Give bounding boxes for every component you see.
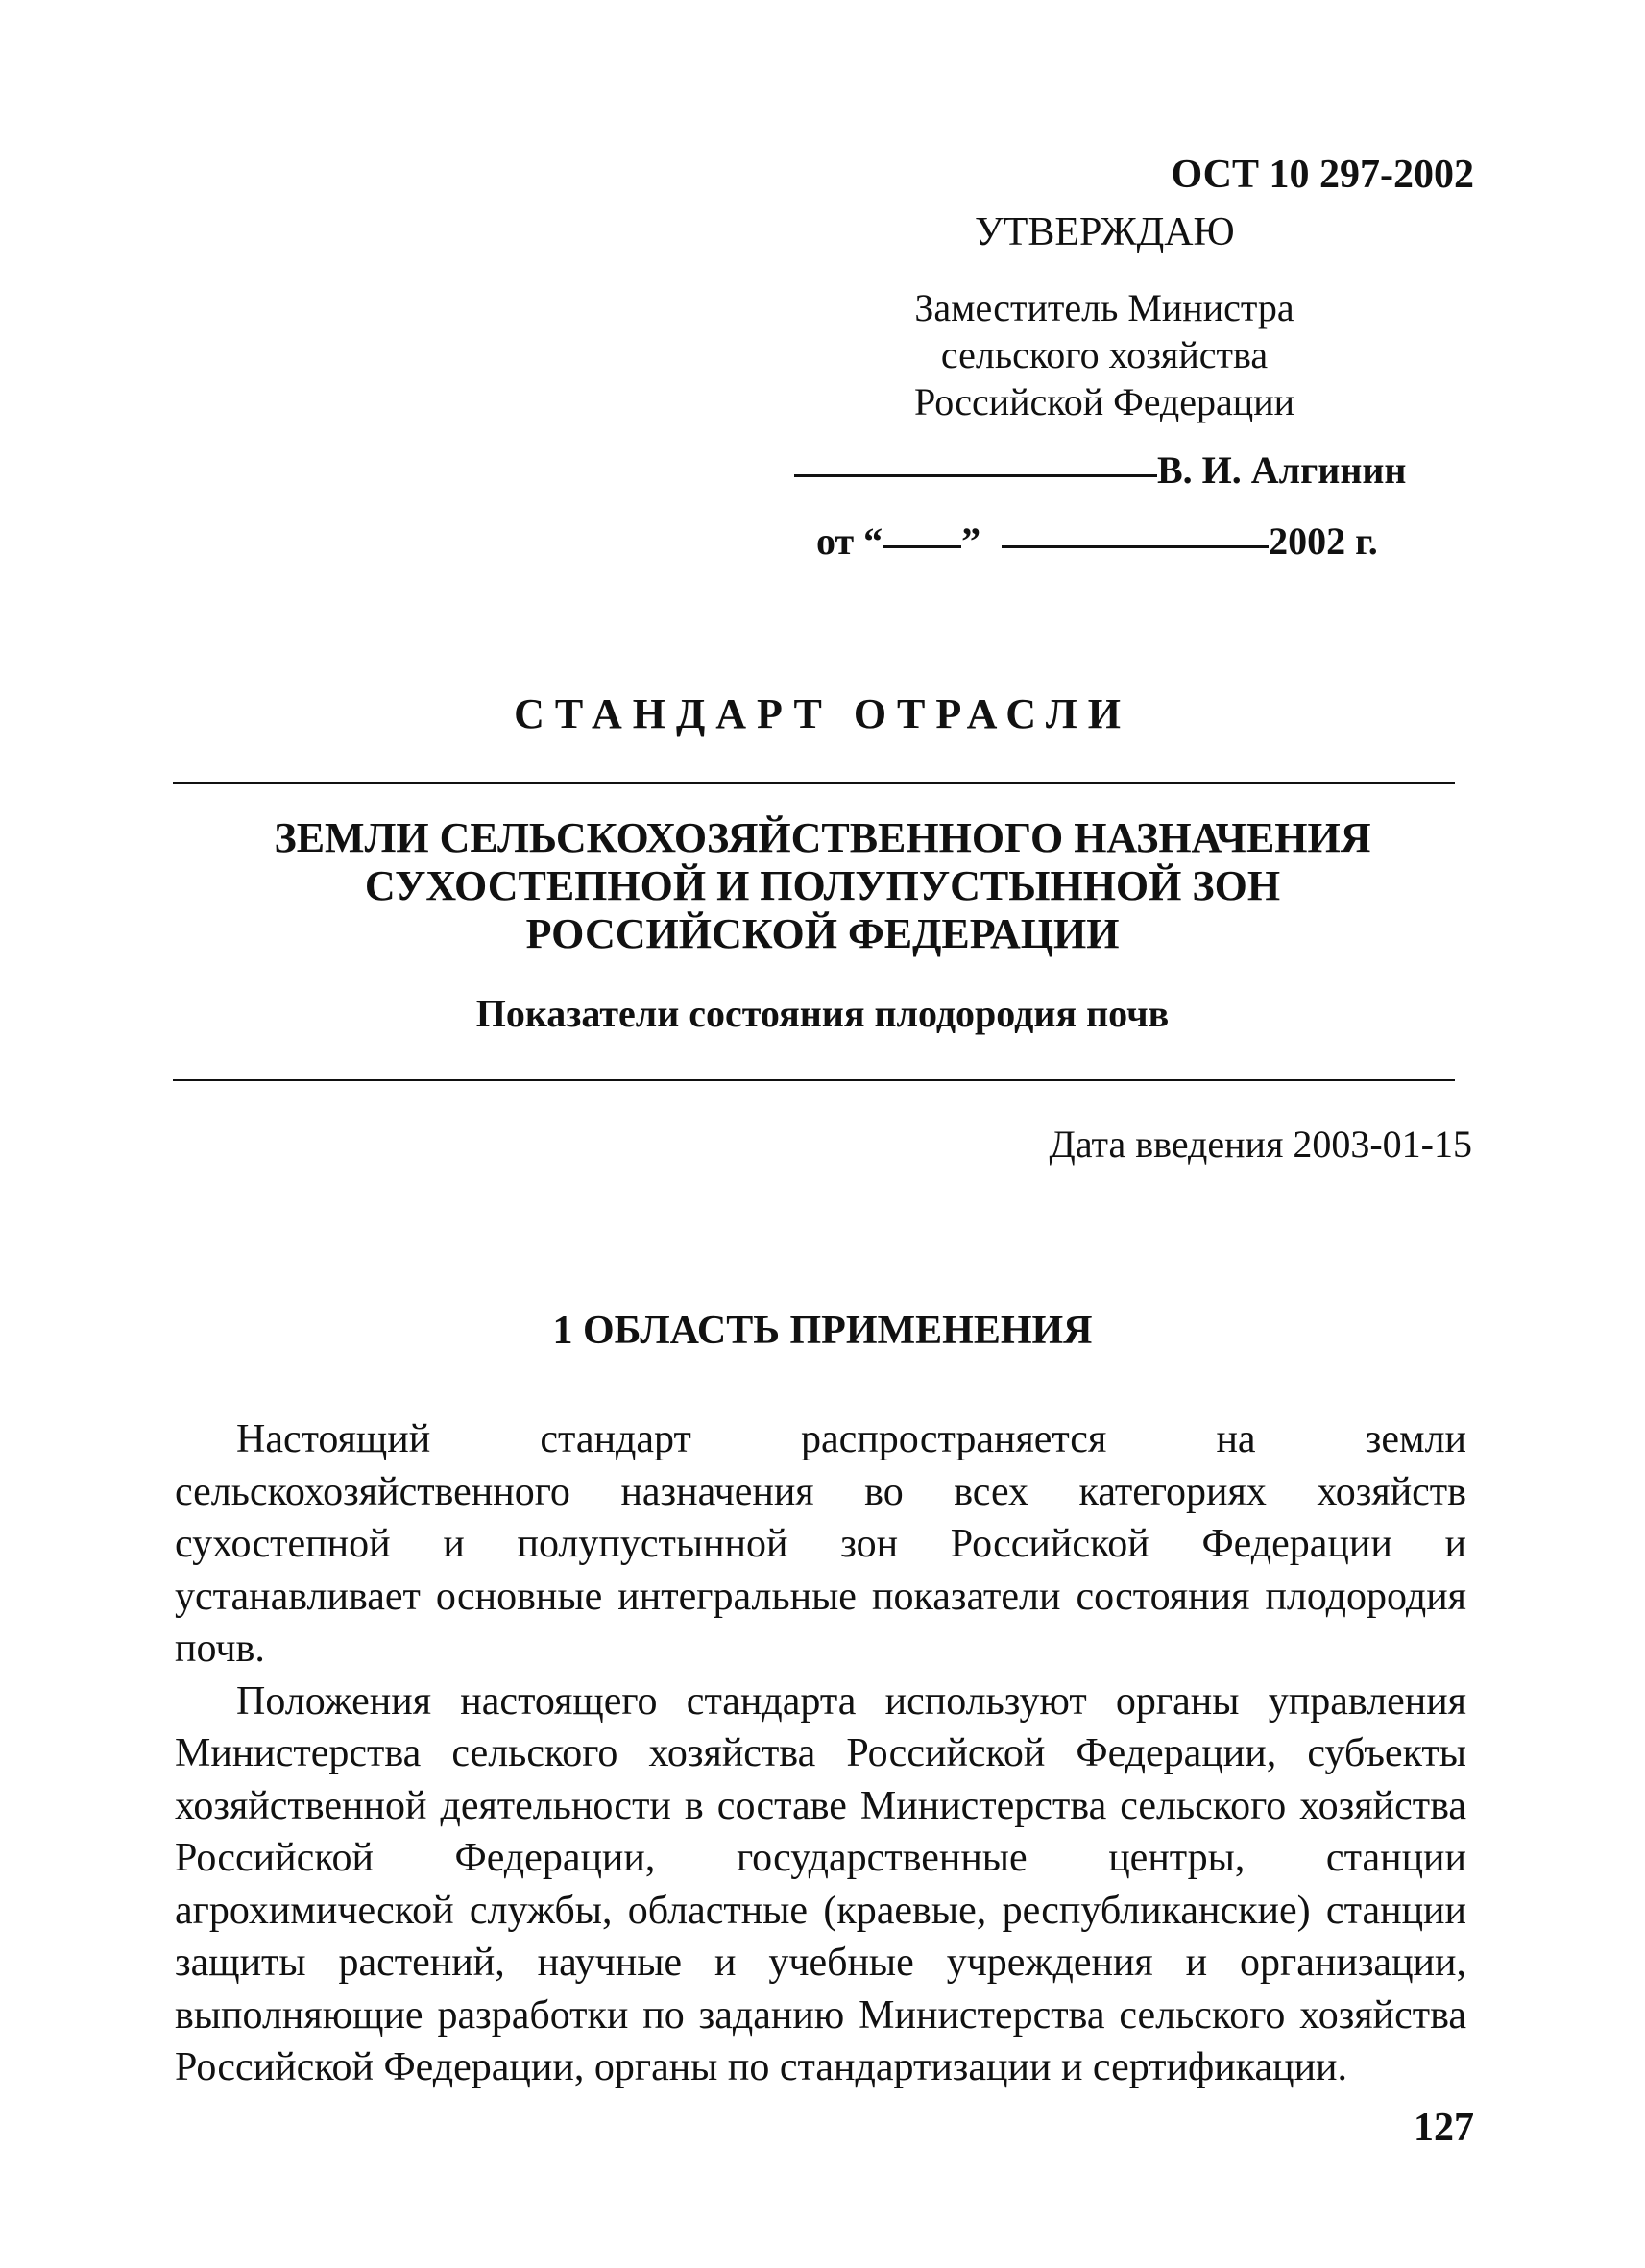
document-code: ОСТ 10 297-2002 xyxy=(1171,153,1474,197)
month-blank xyxy=(1002,545,1269,548)
document-title xyxy=(0,814,1645,958)
signature-blank xyxy=(794,474,1157,477)
approver-line: сельского хозяйства xyxy=(940,333,1269,376)
paragraph: Положения настоящего стандарта используют органы управления Министерства сельского хозяйства Российской Федерации, субъекты хозяйственной деятельности в составе Министерства сельского хозяйства Российской Федерации, государственные центры, станции агрохимической службы, областные (краевые, республиканские) станции защиты растений, научные и учебные учреждения и организации, выполняющие разработки по заданию Министерства сельского хозяйства Российской Федерации, органы по стандартизации и сертификации. xyxy=(175,1678,1466,2089)
title-line: ЗЕМЛИ СЕЛЬСКОХОЗЯЙСТВЕННОГО НАЗНАЧЕНИЯ xyxy=(274,814,1371,861)
title-line: РОССИЙСКОЙ ФЕДЕРАЦИИ xyxy=(525,910,1120,957)
signatory-name: В. И. Алгинин xyxy=(1157,448,1407,492)
page-number: 127 xyxy=(1414,2106,1474,2150)
approval-label: УТВЕРЖДАЮ xyxy=(975,210,1235,254)
title-line: СУХОСТЕПНОЙ И ПОЛУПУСТЫННОЙ ЗОН xyxy=(364,862,1281,909)
date-prefix: от “ xyxy=(816,519,883,563)
approval-date-line xyxy=(816,519,1378,564)
document-subtitle: Показатели состояния плодородия почв xyxy=(475,992,1170,1035)
approver-line: Российской Федерации xyxy=(913,380,1295,423)
paragraph: Настоящий стандарт распространяется на земли сельскохозяйственного назначения во всех категориях хозяйств сухостепной и полупустынной зон Российской Федерации и устанавливает основные интегральные показатели состояния плодородия почв. xyxy=(175,1417,1466,1671)
date-year: 2002 г. xyxy=(1269,519,1378,563)
standard-type-heading: СТАНДАРТ ОТРАСЛИ xyxy=(514,690,1131,737)
section-heading: 1 ОБЛАСТЬ ПРИМЕНЕНИЯ xyxy=(552,1309,1093,1353)
divider xyxy=(173,782,1455,784)
approver-position xyxy=(903,284,1306,425)
signature-line xyxy=(794,447,1406,493)
introduction-date: Дата введения 2003-01-15 xyxy=(1049,1122,1472,1166)
section-body xyxy=(175,1413,1466,2094)
date-mid: ” xyxy=(961,519,981,563)
approver-line: Заместитель Министра xyxy=(914,286,1294,329)
day-blank xyxy=(883,545,961,548)
divider xyxy=(173,1079,1455,1081)
